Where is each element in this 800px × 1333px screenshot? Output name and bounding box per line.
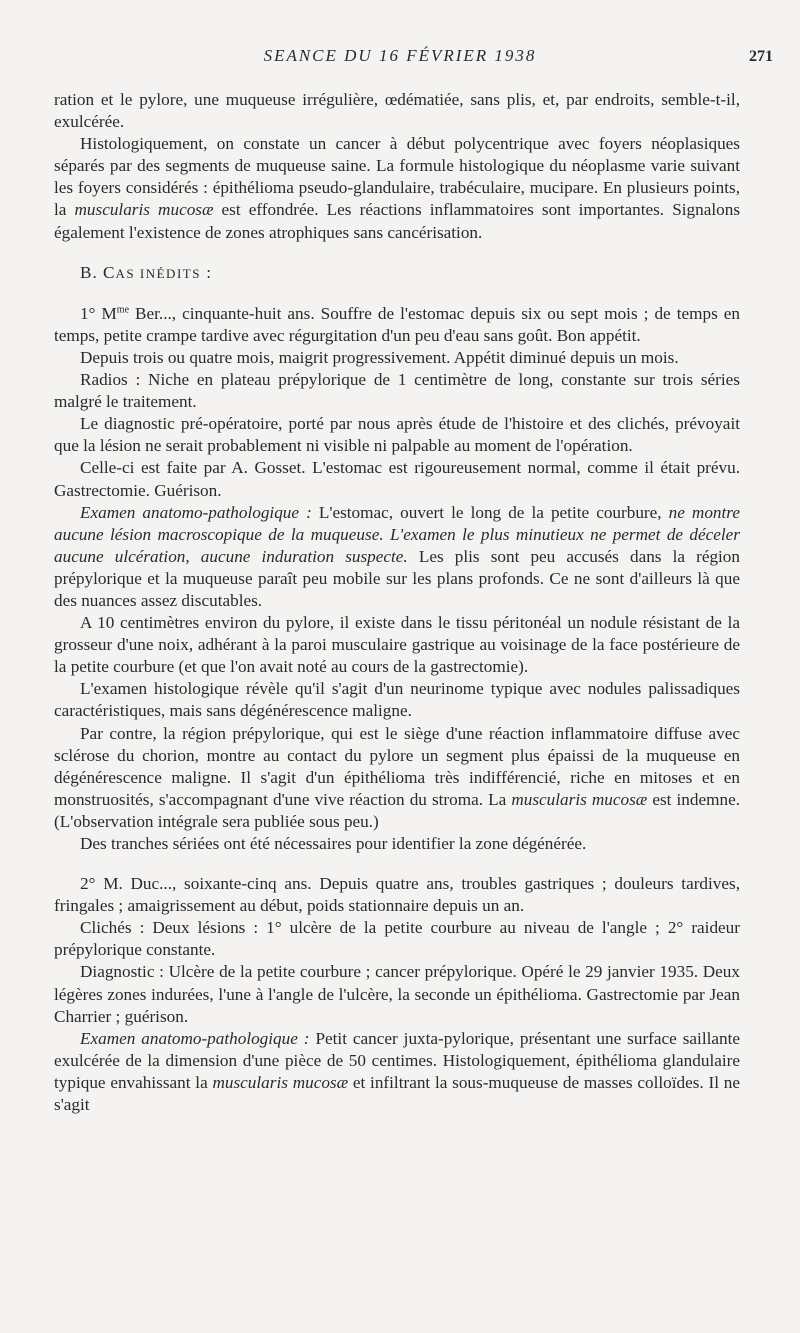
running-head: SEANCE DU 16 FÉVRIER 1938 [263,46,537,65]
paragraph: Histologiquement, on constate un cancer à début polycentrique avec foyers néoplasiques séparés par des segments de muqueuse saine. La formule histologique du néoplasme varie suivant les foyers considérés : épithélioma pseudo-glandulaire, trabéculaire, mucipare. En plusieurs points, la muscularis mucosæ est effondrée. Les réactions inflammatoires sont importantes. Signalons également l'existence de zones atrophiques sans cancérisation. [54,134,741,242]
paragraph: Celle-ci est faite par A. Gosset. L'estomac est rigoureusement normal, comme il était prévu. Gastrectomie. Guérison. [54,458,740,500]
body-text [54,89,740,1116]
paragraph: L'examen histologique révèle qu'il s'agit d'un neurinome typique avec nodules palissadiques caractéristiques, mais sans dégénérescence maligne. [54,679,740,721]
paragraph: Le diagnostic pré-opératoire, porté par nous après étude de l'histoire et des clichés, prévoyait que la lésion ne serait probablement ni visible ni palpable au moment de l'opération. [54,414,740,456]
paragraph: ration et le pylore, une muqueuse irrégulière, œdématiée, sans plis, et, par endroits, semble-t-il, exulcérée. [54,90,740,132]
paragraph: Radios : Niche en plateau prépylorique de 1 centimètre de long, constante sur trois séries malgré le traitement. [54,370,740,412]
paragraph: Examen anatomo-pathologique : Petit cancer juxta-pylorique, présentant une surface saillante exulcérée de la dimension d'une pièce de 50 centimes. Histologiquement, épithélioma glandulaire typique envahissant la muscularis mucosæ et infiltrant la sous-muqueuse de masses colloïdes. Il ne s'agit [54,1028,740,1115]
paragraph: A 10 centimètres environ du pylore, il existe dans le tissu péritonéal un nodule résistant de la grosseur d'une noix, adhérant à la paroi musculaire gastrique au voisinage de la face postérieure de la petite courbure (et que l'on avait noté au cours de la gastrectomie). [54,613,740,677]
paragraph: Depuis trois ou quatre mois, maigrit progressivement. Appétit diminué depuis un mois. [80,347,679,367]
case-2-intro: 2° M. Duc..., soixante-cinq ans. Depuis quatre ans, troubles gastriques ; douleurs tardives, fringales ; amaigrissement au début, poids stationnaire depuis un an. [54,874,740,916]
paragraph: Diagnostic : Ulcère de la petite courbure ; cancer prépylorique. Opéré le 29 janvier 1935. Deux légères zones indurées, l'une à l'angle de l'ulcère, la seconde un épithélioma. Gastrectomie par Jean Charrier ; guérison. [54,962,740,1026]
paragraph: Clichés : Deux lésions : 1° ulcère de la petite courbure au niveau de l'angle ; 2° raideur prépylorique constante. [54,918,740,960]
paragraph: Par contre, la région prépylorique, qui est le siège d'une réaction inflammatoire diffuse avec sclérose du chorion, montre au contact du pylore un segment plus épaissi de la muqueuse en dégénérescence maligne. Il s'agit d'un épithélioma très indifférencié, riche en mitoses et en monstruosités, s'accompagnant d'une vive réaction du stroma. La muscularis mucosæ est indemne. (L'observation intégrale sera publiée sous peu.) [54,723,740,831]
section-heading: B. CAS INÉDITS : [80,262,213,282]
case-1-intro: 1° $M^{me}$ Ber..., cinquante-huit ans. Souffre de l'estomac depuis six ou sept mois ; de temps en temps, petite crampe tardive avec régurgitation d'un peu d'eau sans goût. Bon appétit. [54,303,741,345]
page-header [0,46,800,70]
paragraph: Examen anatomo-pathologique : L'estomac, ouvert le long de la petite courbure, ne montre aucune lésion macroscopique de la muqueuse. L'examen le plus minutieux ne permet de déceler aucune ulcération, aucune induration suspecte. Les plis sont peu accusés dans la région prépylorique et la muqueuse paraît peu mobile sur les plans profonds. Ce ne sont d'ailleurs là que des nuances assez discutables. [54,502,740,610]
page-number: 271 [749,48,773,65]
paragraph: Des tranches sériées ont été nécessaires pour identifier la zone dégénérée. [80,834,587,853]
